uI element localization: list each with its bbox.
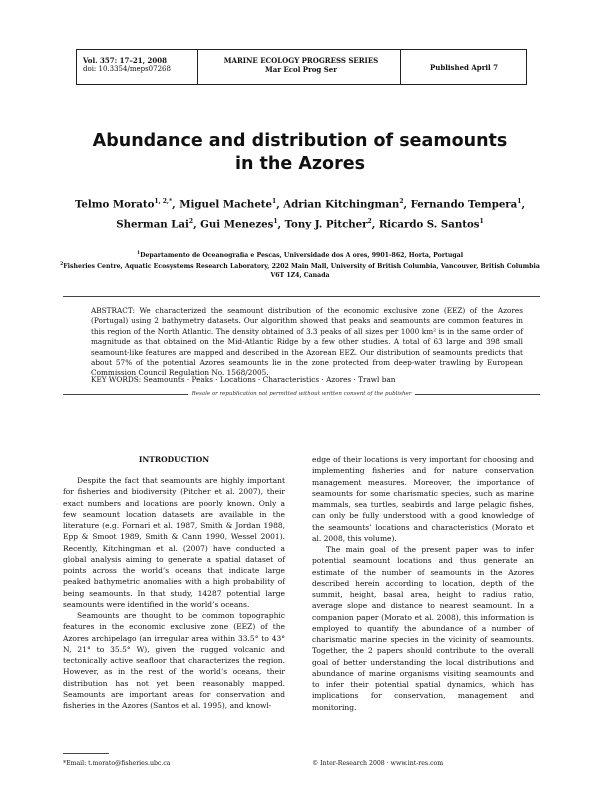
affiliations xyxy=(60,249,540,280)
paper-title xyxy=(60,130,540,176)
author-sup: 2 xyxy=(367,218,372,226)
journal-abbrev: Mar Ecol Prog Ser xyxy=(265,65,337,74)
abstract-top-rule xyxy=(63,296,540,297)
resale-text: Resale or republication not permitted without written consent of the publisher xyxy=(188,391,416,397)
paragraph: edge of their locations is very important for choosing and implementing fisheries and for nature conservation management measures. Moreover, the importance of seamounts for some charismatic species, such as marine mammals, sea turtles, seabirds and large pelagic fishes, can only be fully understood with a good knowledge of the seamounts’ locations and characteristics (Morato et al. 2008, this volume). xyxy=(312,455,534,543)
doi-line: doi: 10.3354/meps07268 xyxy=(83,65,171,73)
title-line-1: Abundance and distribution of seamounts xyxy=(92,131,508,151)
author-name: Sherman Lai xyxy=(116,218,189,231)
affiliation-text: Departamento de Oceanografia e Pescas, Universidade dos A ores, 9901-862, Horta, Portugal xyxy=(140,252,464,260)
paragraph: Seamounts are thought to be common topographic features in the economic exclusive zone (EEZ) of the Azores archipelago (an irregular area within 33.5° to 43° N, 21° to 35.5° W), given the rugged volcanic and tectonically active seafloor that characterizes the region. However, as in the rest of the world’s oceans, their distribution has not yet been reasonably mapped. Seamounts are important areas for conservation and fisheries in the Azores (Santos et al. 1995), and knowl- xyxy=(63,611,285,710)
author-sup: 1 xyxy=(517,198,522,205)
affiliation-2 xyxy=(60,260,540,280)
paragraph: The main goal of the present paper was to infer potential seamount locations and thus generate an estimate of the number of seamounts in the Azores described herein according to location, depth of the summit, height, basal area, height to radius ratio, average slope and distance to nearest seamount. In a companion paper (Morato et al. 2008), this information is employed to quantify the abundance of a number of charismatic marine species in the vicinity of seamounts. Together, the 2 papers should contribute to the overall goal of better understanding the local distributions and abundance of marine organisms visiting seamounts and to infer their potential spatial dynamics, which has implications for conservation, management and monitoring. xyxy=(312,545,534,712)
body-column-right xyxy=(312,454,534,713)
author-name: Telmo Morato xyxy=(74,198,155,211)
journal-title: MARINE ECOLOGY PROGRESS SERIES xyxy=(223,56,379,65)
author-name: Adrian Kitchingman xyxy=(283,198,400,211)
author-name: Ricardo S. Santos xyxy=(378,218,480,231)
affiliation-num: 1 xyxy=(136,251,141,256)
volume-line: Vol. 357: 17–21, 2008 xyxy=(83,56,167,65)
keywords: KEY WORDS: Seamounts · Peaks · Locations · Characteristics · Azores · Trawl ban xyxy=(91,375,396,384)
body-column-left xyxy=(63,475,285,711)
copyright: © Inter-Research 2008 · www.int-res.com xyxy=(312,760,444,767)
author-name: Gui Menezes xyxy=(200,218,274,231)
author-sep: , xyxy=(172,198,180,211)
journal-header xyxy=(76,49,527,85)
author-sup: 2 xyxy=(188,218,194,226)
author-name: Miguel Machete xyxy=(179,198,272,211)
author-sep: , xyxy=(193,218,201,231)
corresponding-star: * xyxy=(169,198,173,205)
author-sup: 1 xyxy=(479,218,484,226)
author-sup: 1 xyxy=(272,198,277,205)
author-sep: , xyxy=(521,198,526,211)
affiliation-num: 2 xyxy=(60,262,64,268)
author-sup: 2 xyxy=(399,198,404,205)
author-sep: , xyxy=(371,218,379,231)
author-list xyxy=(60,193,540,234)
author-name: Fernando Tempera xyxy=(410,198,518,211)
author-sup: 1 xyxy=(273,218,278,226)
author-sup: 1, 2, xyxy=(154,198,170,205)
footnote-email: *Email: t.morato@fisheries.ubc.ca xyxy=(63,760,171,767)
author-sep: , xyxy=(403,198,411,211)
published-date: Published April 7 xyxy=(429,63,499,72)
header-divider xyxy=(197,50,198,84)
journal-name xyxy=(203,56,399,74)
affiliation-1 xyxy=(60,249,540,260)
author-sep: , xyxy=(276,198,284,211)
volume-info xyxy=(83,56,171,74)
author-line-2 xyxy=(60,213,540,233)
affiliation-text: Fisheries Centre, Aquatic Ecosystems Research Laboratory, 2202 Main Mall, University of British Columbia, Vancouver, British Columbia V6T 1Z4, Canada xyxy=(63,263,540,280)
title-line-2: in the Azores xyxy=(234,154,365,174)
resale-notice xyxy=(63,391,540,397)
paragraph: Despite the fact that seamounts are highly important for fisheries and biodiversity (Pitcher et al. 2007), their exact numbers and locations are poorly known. Only a few seamount location datasets are available in the literature (e.g. Fornari et al. 1987, Smith & Jordan 1988, Epp & Smoot 1989, Smith & Cann 1990, Wessel 2001). Recently, Kitchingman et al. (2007) have conducted a global analysis aiming to generate a spatial dataset of points across the world’s oceans that indicate large peaked bathymetric anomalies with a high probability of being seamounts. In that study, 14287 potential large seamounts were identified in the world’s oceans. xyxy=(63,476,285,609)
footnote-rule xyxy=(63,753,109,754)
section-heading-introduction: INTRODUCTION xyxy=(138,455,210,464)
abstract: ABSTRACT: We characterized the seamount distribution of the economic exclusive zone (EEZ) of the Azores (Portugal) using 2 bathymetry datasets. Our algorithm showed that peaks and seamounts are common features in this region of the North Atlantic. The density obtained of 3.3 peaks of all sizes per 1000 km² is in the same order of magnitude as that obtained on the Mid-Atlantic Ridge by a few other studies. A total of 63 large and 398 small seamount-like features are mapped and described in the Azorean EEZ. Our distribution of seamounts predicts that about 57% of the potential Azores seamounts lie in the zone protected from deep-water trawling by European Commission Council Regulation No. 1568/2005. xyxy=(91,306,523,378)
author-line-1 xyxy=(60,193,540,213)
author-name: Tony J. Pitcher xyxy=(284,218,368,231)
author-sep: , xyxy=(277,218,285,231)
